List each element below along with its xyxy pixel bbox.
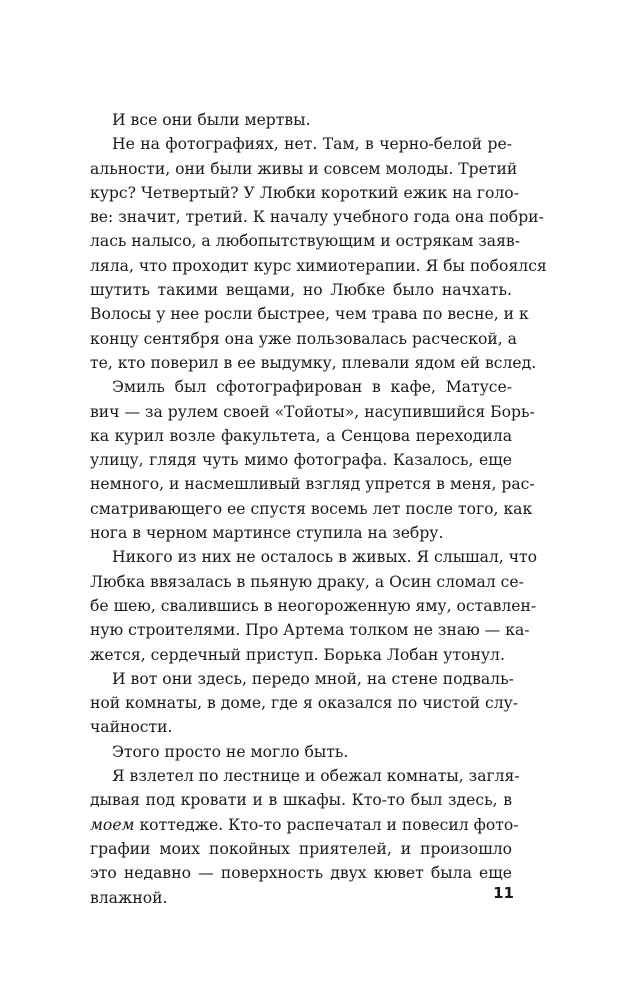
text-line: чайности.: [90, 718, 173, 737]
text-line: те, кто поверил в ее выдумку, плевали ядом ей вслед.: [90, 353, 537, 372]
paragraph: [90, 764, 520, 910]
text-line: Этого просто не могло быть.: [112, 742, 349, 761]
text-line: Эмиль был сфотографирован в кафе, Матусе-: [112, 378, 512, 397]
text-line: Любка ввязалась в пьяную драку, а Осин сломал се-: [90, 572, 524, 591]
text-line: шутить такими вещами, но Любке было начхать.: [90, 281, 512, 300]
body-text: [90, 108, 547, 910]
text-line: ве: значит, третий. К началу учебного года она побри-: [90, 208, 544, 227]
text-line: И все они были мертвы.: [112, 111, 311, 129]
paragraph: [90, 740, 512, 764]
text-line: улицу, глядя чуть мимо фотографа. Казалось, еще: [90, 451, 512, 470]
text-line: немного, и насмешливый взгляд упрется в меня, рас-: [90, 475, 535, 494]
paragraph: [90, 545, 538, 666]
text-line: моем коттедже. Кто-то распечатал и повесил фото-: [90, 815, 519, 834]
text-line: альности, они были живы и совсем молоды. Третий: [90, 159, 518, 178]
text-line: ляла, что проходит курс химиотерапии. Я бы побоялся: [90, 256, 547, 275]
text-line: И вот они здесь, передо мной, на стене подваль-: [112, 669, 514, 688]
paragraph: [90, 108, 512, 132]
text-line: ка курил возле факультета, а Сенцова переходила: [90, 426, 512, 445]
text-line: Я взлетел по лестнице и обежал комнаты, загля-: [112, 767, 520, 786]
text-line: концу сентября она уже пользовалась расческой, а: [90, 329, 517, 348]
text-line: лась налысо, а любопытствующим и острякам заяв-: [90, 232, 520, 251]
text-line: нога в черном мартинсе ступила на зебру.: [90, 524, 444, 543]
text-line: Никого из них не осталось в живых. Я слышал, что: [112, 548, 538, 567]
paragraph: [90, 667, 519, 740]
paragraph: [90, 132, 547, 375]
text-line: дывая под кровати и в шкафы. Кто-то был здесь, в: [90, 791, 512, 810]
text-line: жется, сердечный приступ. Борька Лобан утонул.: [90, 645, 505, 664]
text-line: ную строителями. Про Артема толком не знаю — ка-: [90, 621, 530, 640]
text-line: это недавно — поверхность двух кювет была еще: [90, 864, 512, 883]
text-line: Не на фотографиях, нет. Там, в черно-белой ре-: [112, 135, 512, 154]
text-line: Волосы у нее росли быстрее, чем трава по весне, и к: [90, 305, 529, 324]
text-line: бе шею, свалившись в неогороженную яму, оставлен-: [90, 596, 537, 615]
paragraph: [90, 375, 535, 545]
text-line: ной комнаты, в доме, где я оказался по чистой слу-: [90, 694, 519, 713]
text-line: вич — за рулем своей «Тойоты», насупившийся Борь-: [90, 402, 535, 421]
page-number: 11: [493, 884, 514, 902]
text-line: графии моих покойных приятелей, и произошло: [90, 839, 512, 858]
text-line: сматривающего ее спустя восемь лет после того, как: [90, 499, 533, 518]
text-line: курс? Четвертый? У Любки короткий ежик на голо-: [90, 183, 519, 202]
text-line: влажной.: [90, 888, 168, 907]
